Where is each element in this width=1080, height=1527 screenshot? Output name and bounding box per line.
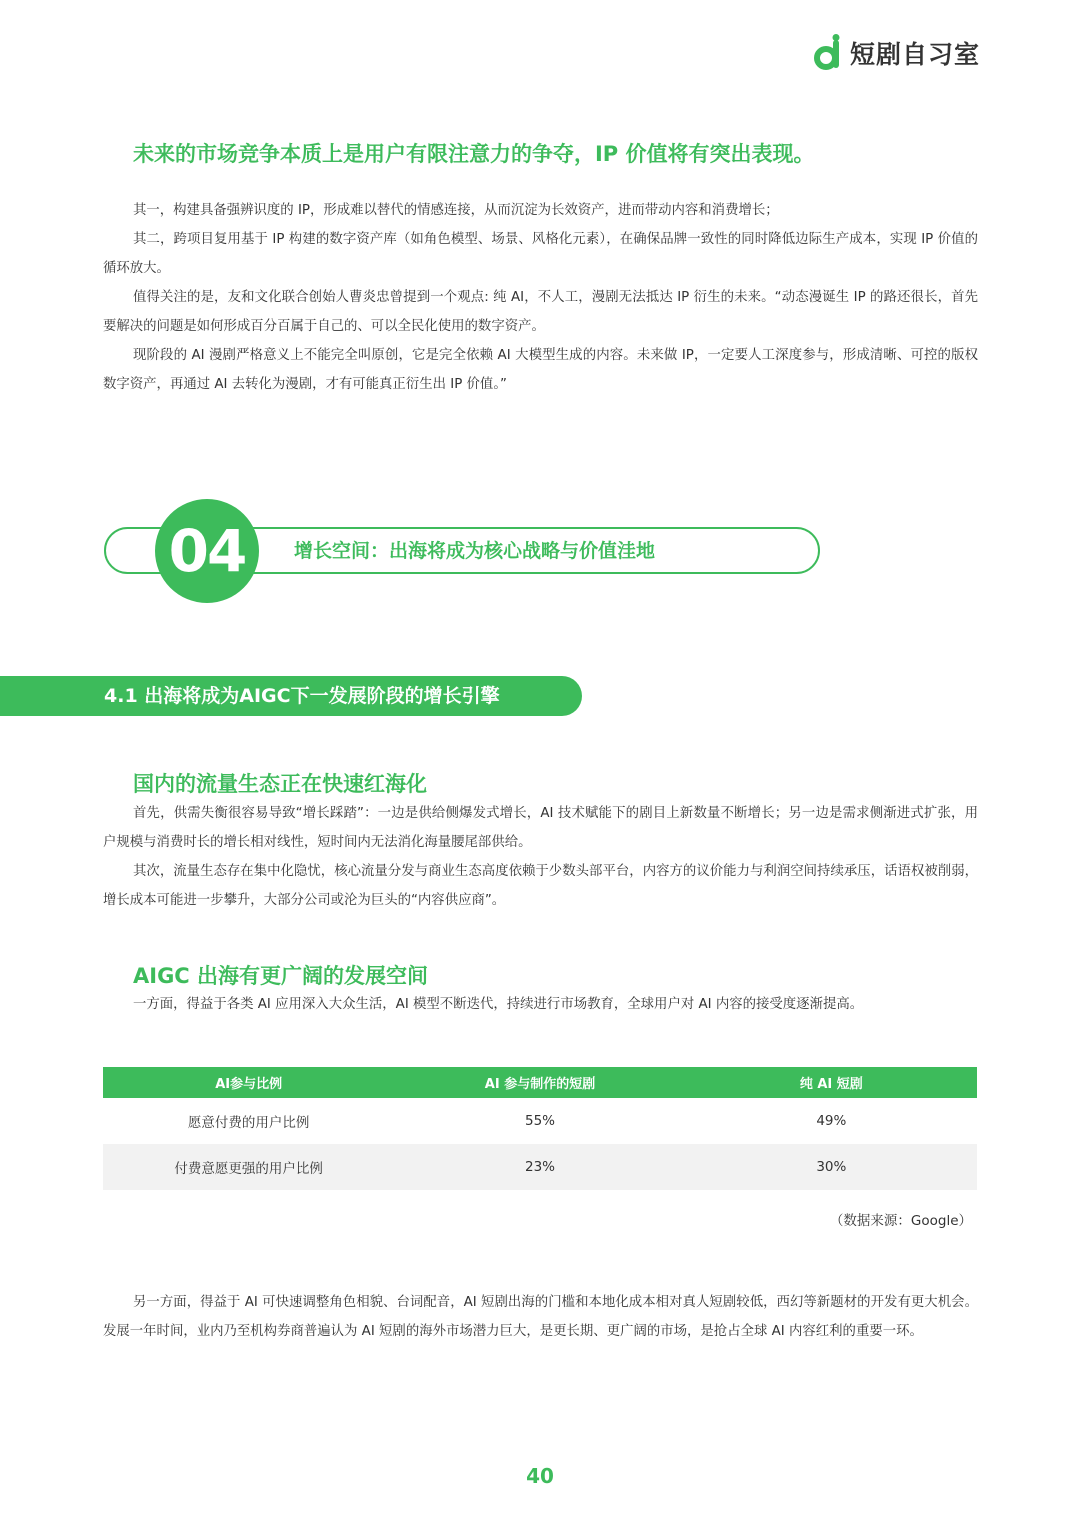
- table-cell: 23%: [394, 1144, 685, 1190]
- table-header-cell: AI 参与制作的短剧: [394, 1067, 685, 1098]
- table-header-row: [103, 1067, 977, 1098]
- paragraph: 另一方面，得益于 AI 可快速调整角色相貌、台词配音，AI 短剧出海的门槛和本地化成本相对真人短剧较低，西幻等新题材的开发有更大机会。发展一年时间，业内乃至机构券商普遍认为 AI 短剧的海外市场潜力巨大，是更长期、更广阔的市场，是抢占全球 AI 内容红利的重要一环。: [103, 1295, 978, 1339]
- section-title-ip-value: 未来的市场竞争本质上是用户有限注意力的争夺，IP 价值将有突出表现。: [133, 142, 815, 166]
- table-header-cell: AI参与比例: [103, 1067, 394, 1098]
- brand-logo: [814, 34, 980, 72]
- chapter-number-badge: 04: [155, 499, 259, 603]
- table-cell: 30%: [686, 1144, 977, 1190]
- table-cell: 愿意付费的用户比例: [103, 1098, 394, 1144]
- ai-participation-table: [103, 1067, 977, 1190]
- section-domestic-body: [103, 799, 978, 915]
- paragraph: 一方面，得益于各类 AI 应用深入大众生活，AI 模型不断迭代，持续进行市场教育，全球用户对 AI 内容的接受度逐渐提高。: [133, 997, 864, 1012]
- section-ip-body: [103, 196, 978, 399]
- brand-d-icon: [814, 34, 844, 72]
- data-source-note: （数据来源：Google）: [829, 1213, 972, 1229]
- table-cell: 付费意愿更强的用户比例: [103, 1144, 394, 1190]
- paragraph: 其二，跨项目复用基于 IP 构建的数字资产库（如角色模型、场景、风格化元素），在确保品牌一致性的同时降低边际生产成本，实现 IP 价值的循环放大。: [103, 232, 978, 276]
- paragraph: 首先，供需失衡很容易导致“增长踩踏”：一边是供给侧爆发式增长，AI 技术赋能下的剧目上新数量不断增长；另一边是需求侧渐进式扩张，用户规模与消费时长的增长相对线性，短时间内无法消化海量腰尾部供给。: [103, 806, 978, 850]
- chapter-title: 增长空间：出海将成为核心战略与价值洼地: [294, 540, 656, 562]
- logo-text: 短剧自习室: [849, 40, 980, 69]
- subsection-title-bar: 4.1 出海将成为AIGC下一发展阶段的增长引擎: [0, 676, 582, 716]
- section-overseas-body: [103, 1288, 978, 1346]
- table-cell: 49%: [686, 1098, 977, 1144]
- table-header-cell: 纯 AI 短剧: [686, 1067, 977, 1098]
- paragraph: 其次，流量生态存在集中化隐忧，核心流量分发与商业生态高度依赖于少数头部平台，内容方的议价能力与利润空间持续承压，话语权被削弱，增长成本可能进一步攀升，大部分公司或沦为巨头的“内容供应商”。: [103, 864, 978, 908]
- table-row: [103, 1098, 977, 1144]
- section-title-aigc-overseas: AIGC 出海有更广阔的发展空间: [133, 964, 429, 988]
- paragraph: 现阶段的 AI 漫剧严格意义上不能完全叫原创，它是完全依赖 AI 大模型生成的内容。未来做 IP，一定要人工深度参与，形成清晰、可控的版权数字资产，再通过 AI 去转化为漫剧，才有可能真正衍生出 IP 价值。”: [103, 348, 978, 392]
- paragraph: 其一，构建具备强辨识度的 IP，形成难以替代的情感连接，从而沉淀为长效资产，进而带动内容和消费增长；: [133, 203, 779, 218]
- section-aigc-body: [103, 990, 978, 1019]
- table-row: [103, 1144, 977, 1190]
- page-number: 40: [526, 1464, 554, 1488]
- paragraph: 值得关注的是，友和文化联合创始人曹炎忠曾提到一个观点: 纯 AI，不人工，漫剧无法抵达 IP 衍生的未来。“动态漫诞生 IP 的路还很长，首先要解决的问题是如何形成百分百属于自己的、可以全民化使用的数字资产。: [103, 290, 978, 334]
- table-cell: 55%: [394, 1098, 685, 1144]
- section-title-domestic-traffic: 国内的流量生态正在快速红海化: [133, 772, 427, 796]
